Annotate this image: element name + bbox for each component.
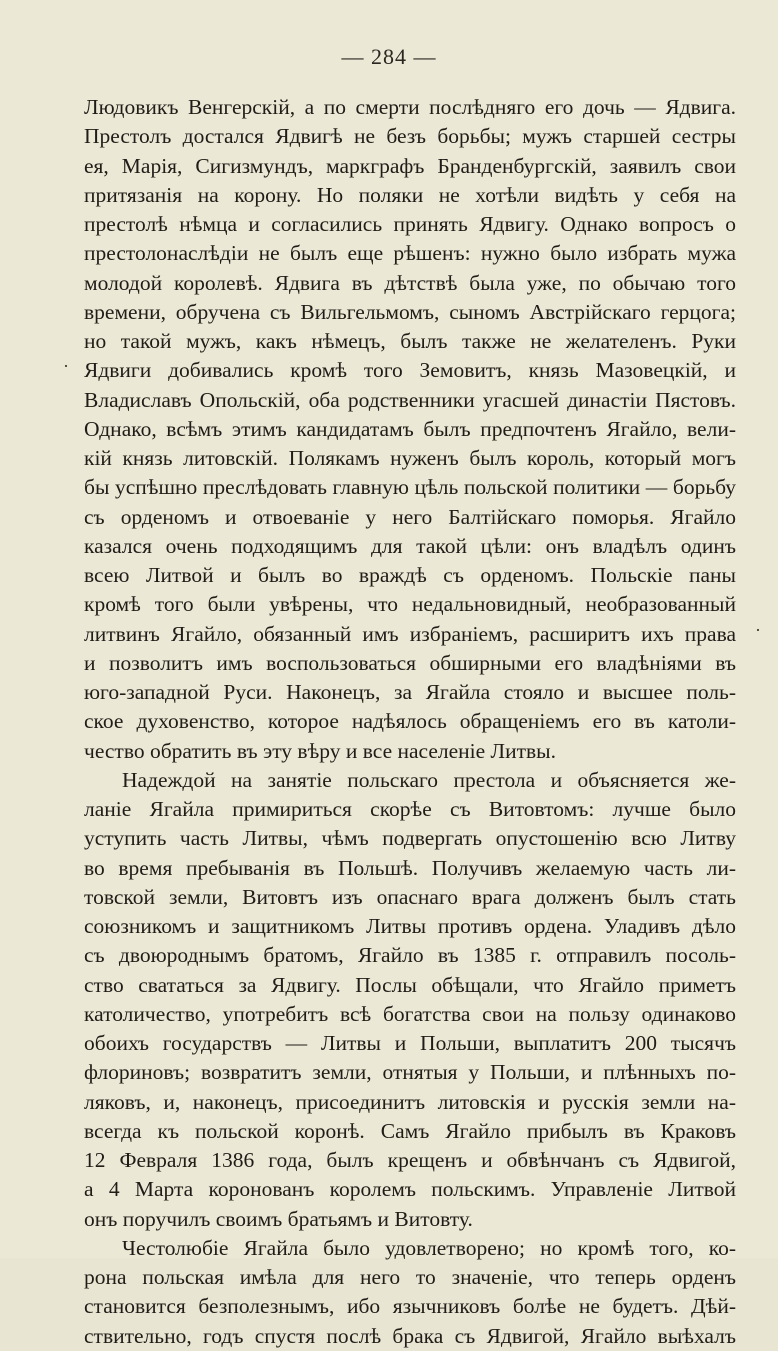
text-line: съ двоюроднымъ братомъ, Ягайло въ 1385 г. отправилъ посоль-	[84, 943, 736, 968]
text-line: и позволитъ имъ воспользоваться обширными его владѣніями въ	[84, 650, 736, 675]
text-line: ея, Марія, Сигизмундъ, маркграфъ Бранденбургскій, заявилъ свои	[84, 153, 736, 178]
text-line: юго-западной Руси. Наконецъ, за Ягайла стояло и высшее поль-	[84, 680, 736, 704]
margin-dot-left: ·	[63, 356, 69, 376]
text-line: Владиславъ Опольскій, оба родственники угасшей династіи Пястовъ.	[84, 387, 736, 412]
text-line: союзникомъ и защитникомъ Литвы противъ ордена. Уладивъ дѣло	[84, 914, 736, 938]
text-line: кій князь литовскій. Полякамъ нуженъ былъ король, который могъ	[84, 446, 736, 470]
page-number: — 284 —	[341, 44, 437, 69]
text-line: ляковъ, и, наконецъ, присоединитъ литовскія и русскія земли на-	[84, 1089, 736, 1114]
text-line: притязанія на корону. Но поляки не хотѣли видѣть у себя на	[84, 182, 736, 207]
text-line: рона польская имѣла для него то значеніе, что теперь орденъ	[84, 1265, 736, 1289]
text-line: бы успѣшно преслѣдовать главную цѣль польской политики — борьбу	[84, 475, 736, 500]
text-line: литвинъ Ягайло, обязанный имъ избраніемъ, расширитъ ихъ права	[84, 621, 736, 646]
text-line: уступить часть Литвы, чѣмъ подвергать опустошенію всю Литву	[84, 826, 736, 851]
text-line: ствительно, годъ спустя послѣ брака съ Ядвигой, Ягайло выѣхалъ	[84, 1323, 736, 1348]
text-line: товской земли, Витовтъ изъ опаснаго врага долженъ былъ стать	[84, 884, 736, 909]
text-line: казался очень подходящимъ для такой цѣли: онъ владѣлъ одинъ	[84, 533, 736, 558]
text-line: Надеждой на занятіе польскаго престола и объясняется же-	[122, 767, 736, 792]
text-line: но такой мужъ, какъ нѣмецъ, былъ также не желателенъ. Руки	[84, 329, 736, 353]
text-line: во время пребыванія въ Польшѣ. Получивъ желаемую часть ли-	[84, 855, 736, 880]
text-line: обоихъ государствъ — Литвы и Польши, выплатитъ 200 тысячъ	[84, 1031, 736, 1055]
text-line: ское духовенство, которое надѣялось обращеніемъ его въ католи-	[84, 709, 736, 734]
text-line: Однако, всѣмъ этимъ кандидатамъ былъ предпочтенъ Ягайло, вели-	[84, 416, 736, 441]
text-line: всегда къ польской коронѣ. Самъ Ягайло прибылъ въ Краковъ	[84, 1118, 736, 1143]
text-line: 12 Февраля 1386 года, былъ крещенъ и обвѣнчанъ съ Ядвигой,	[84, 1148, 736, 1172]
text-line: Честолюбіе Ягайла было удовлетворено; но кромѣ того, ко-	[122, 1235, 736, 1260]
text-line: флориновъ; возвратитъ земли, отнятыя у Польши, и плѣнныхъ по-	[84, 1060, 736, 1085]
text-line: становится безполезнымъ, ибо язычниковъ болѣе не будетъ. Дѣй-	[84, 1294, 736, 1319]
text-line: онъ поручилъ своимъ братьямъ и Витовту.	[84, 1206, 473, 1231]
text-line: чество обратить въ эту вѣру и все населеніе Литвы.	[84, 738, 557, 763]
text-line: молодой королевѣ. Ядвига въ дѣтствѣ была уже, по обычаю того	[84, 270, 736, 295]
text-line: ланіе Ягайла примириться скорѣе съ Витовтомъ: лучше было	[84, 797, 736, 821]
margin-dot-right: ·	[755, 620, 761, 640]
text-line: ство свататься за Ядвигу. Послы обѣщали, что Ягайло приметъ	[84, 972, 736, 997]
text-line: Престолъ достался Ядвигѣ не безъ борьбы; мужъ старшей сестры	[84, 124, 736, 149]
text-line: кромѣ того были увѣрены, что недальновидный, необразованный	[84, 592, 736, 617]
body-text	[84, 93, 736, 1351]
text-line: съ орденомъ и отвоеваніе у него Балтійскаго поморья. Ягайло	[84, 504, 736, 529]
text-line: престолѣ нѣмца и согласились принять Ядвигу. Однако вопросъ о	[84, 212, 736, 236]
text-line: Ядвиги добивались кромѣ того Земовитъ, князь Мазовецкій, и	[84, 358, 736, 383]
text-line: католичество, употребитъ всѣ богатства свои на пользу одинаково	[84, 1001, 736, 1026]
text-line: Людовикъ Венгерскій, а по смерти послѣдняго его дочь — Ядвига.	[84, 95, 736, 119]
text-line: а 4 Марта коронованъ королемъ польскимъ. Управленіе Литвой	[84, 1177, 736, 1202]
text-line: времени, обручена съ Вильгельмомъ, сыномъ Австрійскаго герцога;	[84, 299, 736, 324]
text-line: престолонаслѣдіи не былъ еще рѣшенъ: нужно было избрать мужа	[84, 241, 736, 266]
text-line: всею Литвой и былъ во враждѣ съ орденомъ. Польскіе паны	[84, 563, 736, 587]
